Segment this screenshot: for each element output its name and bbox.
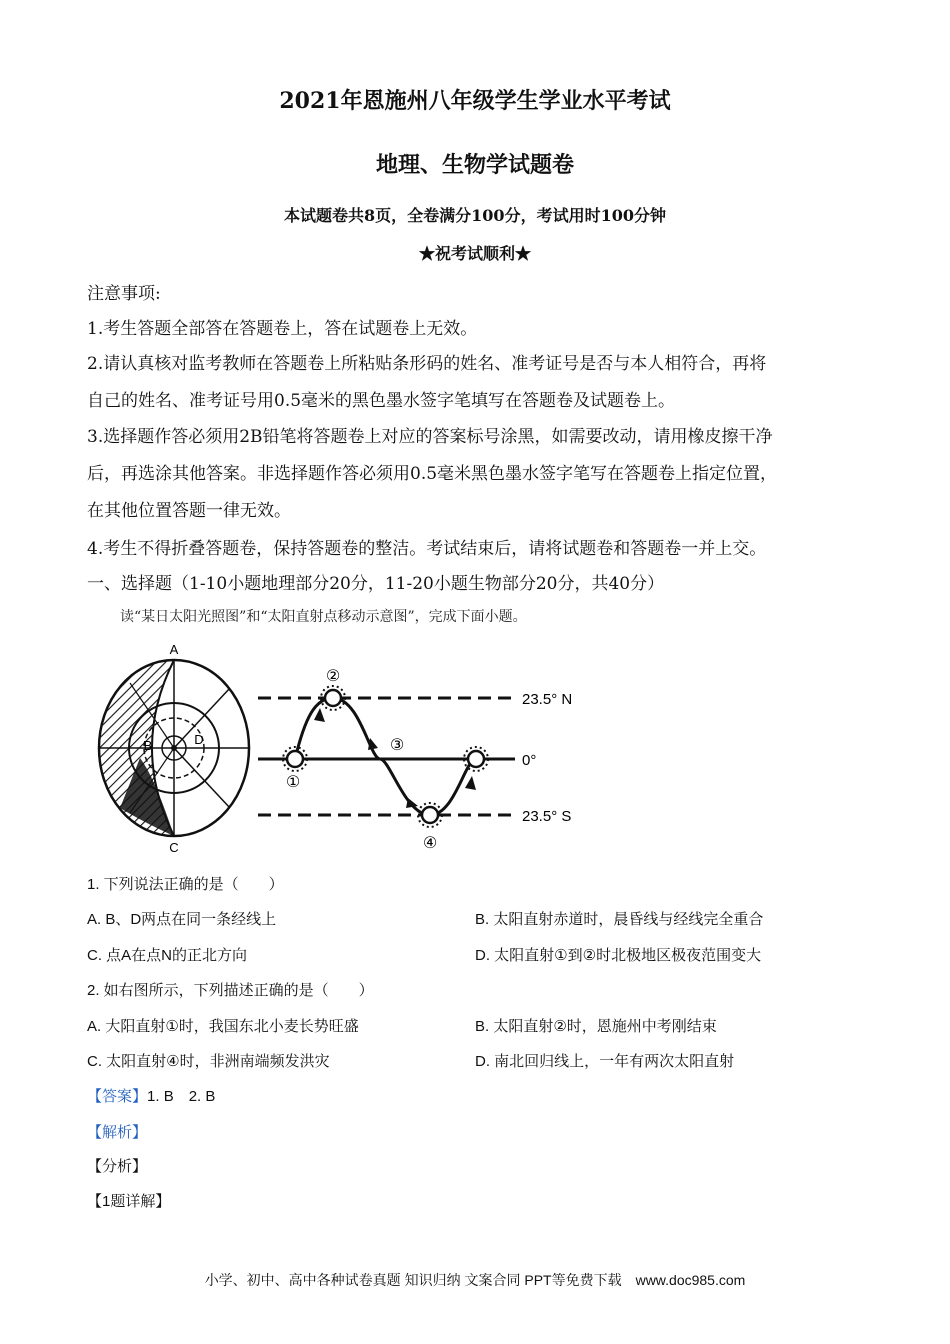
sun-icon [418, 803, 442, 827]
solar-movement-diagram [258, 668, 572, 852]
section-heading: 一、选择题（1-10小题地理部分20分，11-20小题生物部分20分，共40分） [87, 574, 665, 594]
question-stem: 2. 如右图所示，下列描述正确的是（ ） [87, 982, 374, 999]
question-stem: 1. 下列说法正确的是（ ） [87, 876, 284, 893]
exam-wish: ★祝考试顺利★ [418, 244, 531, 263]
question-option: A. B、D两点在同一条经线上 [87, 911, 277, 928]
section-intro: 读“某日太阳光照图”和“太阳直射点移动示意图”，完成下面小题。 [120, 609, 527, 625]
analysis-heading: 【分析】 [87, 1158, 148, 1175]
notice-line: 在其他位置答题一律无效。 [87, 501, 291, 521]
question-option: B. 太阳直射赤道时，晨昏线与经线完全重合 [475, 911, 764, 928]
sun-icon [321, 686, 345, 710]
sun-icon [283, 747, 307, 771]
point-3-label: ③ [389, 737, 405, 754]
page-footer: 小学、初中、高中各种试卷真题 知识归纳 文案合同 PPT等免费下载 www.doc985.com [204, 1272, 746, 1288]
answer-tag: 【答案】 [87, 1088, 148, 1105]
question-option: D. 南北回归线上，一年有两次太阳直射 [475, 1053, 735, 1070]
label-c: C [169, 840, 179, 855]
label-d: D [194, 732, 204, 747]
notice-heading: 注意事项: [87, 284, 161, 304]
analysis-tag: 【解析】 [87, 1124, 148, 1141]
lat-south-label: 23.5° S [522, 808, 572, 825]
label-a: A [169, 642, 179, 657]
exam-subtitle: 地理、生物学试题卷 [375, 152, 574, 178]
lat-equator-label: 0° [522, 752, 537, 769]
point-2-label: ② [325, 668, 341, 685]
question-option: C. 点A在点N的正北方向 [87, 947, 248, 964]
exam-title: 2021年恩施州八年级学生学业水平考试 [279, 88, 671, 114]
question-option: A. 大阳直射①时，我国东北小麦长势旺盛 [87, 1018, 359, 1035]
answer-line [87, 1085, 215, 1106]
sunlight-diagram [99, 642, 249, 855]
notice-line: 3.选择题作答必须用2B铅笔将答题卷上对应的答案标号涂黑，如需要改动，请用橡皮擦干净 [87, 427, 773, 447]
notice-line: 后，再选涂其他答案。非选择题作答必须用0.5毫米黑色墨水签字笔写在答题卷上指定位置， [87, 464, 778, 484]
label-b: B [143, 738, 153, 753]
notice-line: 自己的姓名、准考证号用0.5毫米的黑色墨水签字笔填写在答题卷及试题卷上。 [87, 391, 676, 411]
question-option: C. 太阳直射④时，非洲南端频发洪灾 [87, 1053, 330, 1070]
sunlight-figure [90, 638, 620, 863]
notice-line: 2.请认真核对监考教师在答题卷上所粘贴条形码的姓名、准考证号是否与本人相符合，再将 [87, 354, 767, 374]
question-option: D. 太阳直射①到②时北极地区极夜范围变大 [475, 947, 762, 964]
point-4-label: ④ [422, 835, 438, 852]
notice-line: 4.考生不得折叠答题卷，保持答题卷的整洁。考试结束后，请将试题卷和答题卷一并上交。 [87, 539, 767, 559]
point-1-label: ① [285, 774, 301, 791]
detail-heading: 【1题详解】 [87, 1193, 171, 1210]
question-option: B. 太阳直射②时，恩施州中考刚结束 [475, 1018, 717, 1035]
answer-text: 1. B 2. B [147, 1088, 216, 1105]
notice-line: 1.考生答题全部答在答题卷上，答在试题卷上无效。 [87, 319, 478, 339]
exam-info: 本试题卷共8页，全卷满分100分，考试用时100分钟 [284, 206, 666, 225]
lat-north-label: 23.5° N [522, 691, 573, 708]
